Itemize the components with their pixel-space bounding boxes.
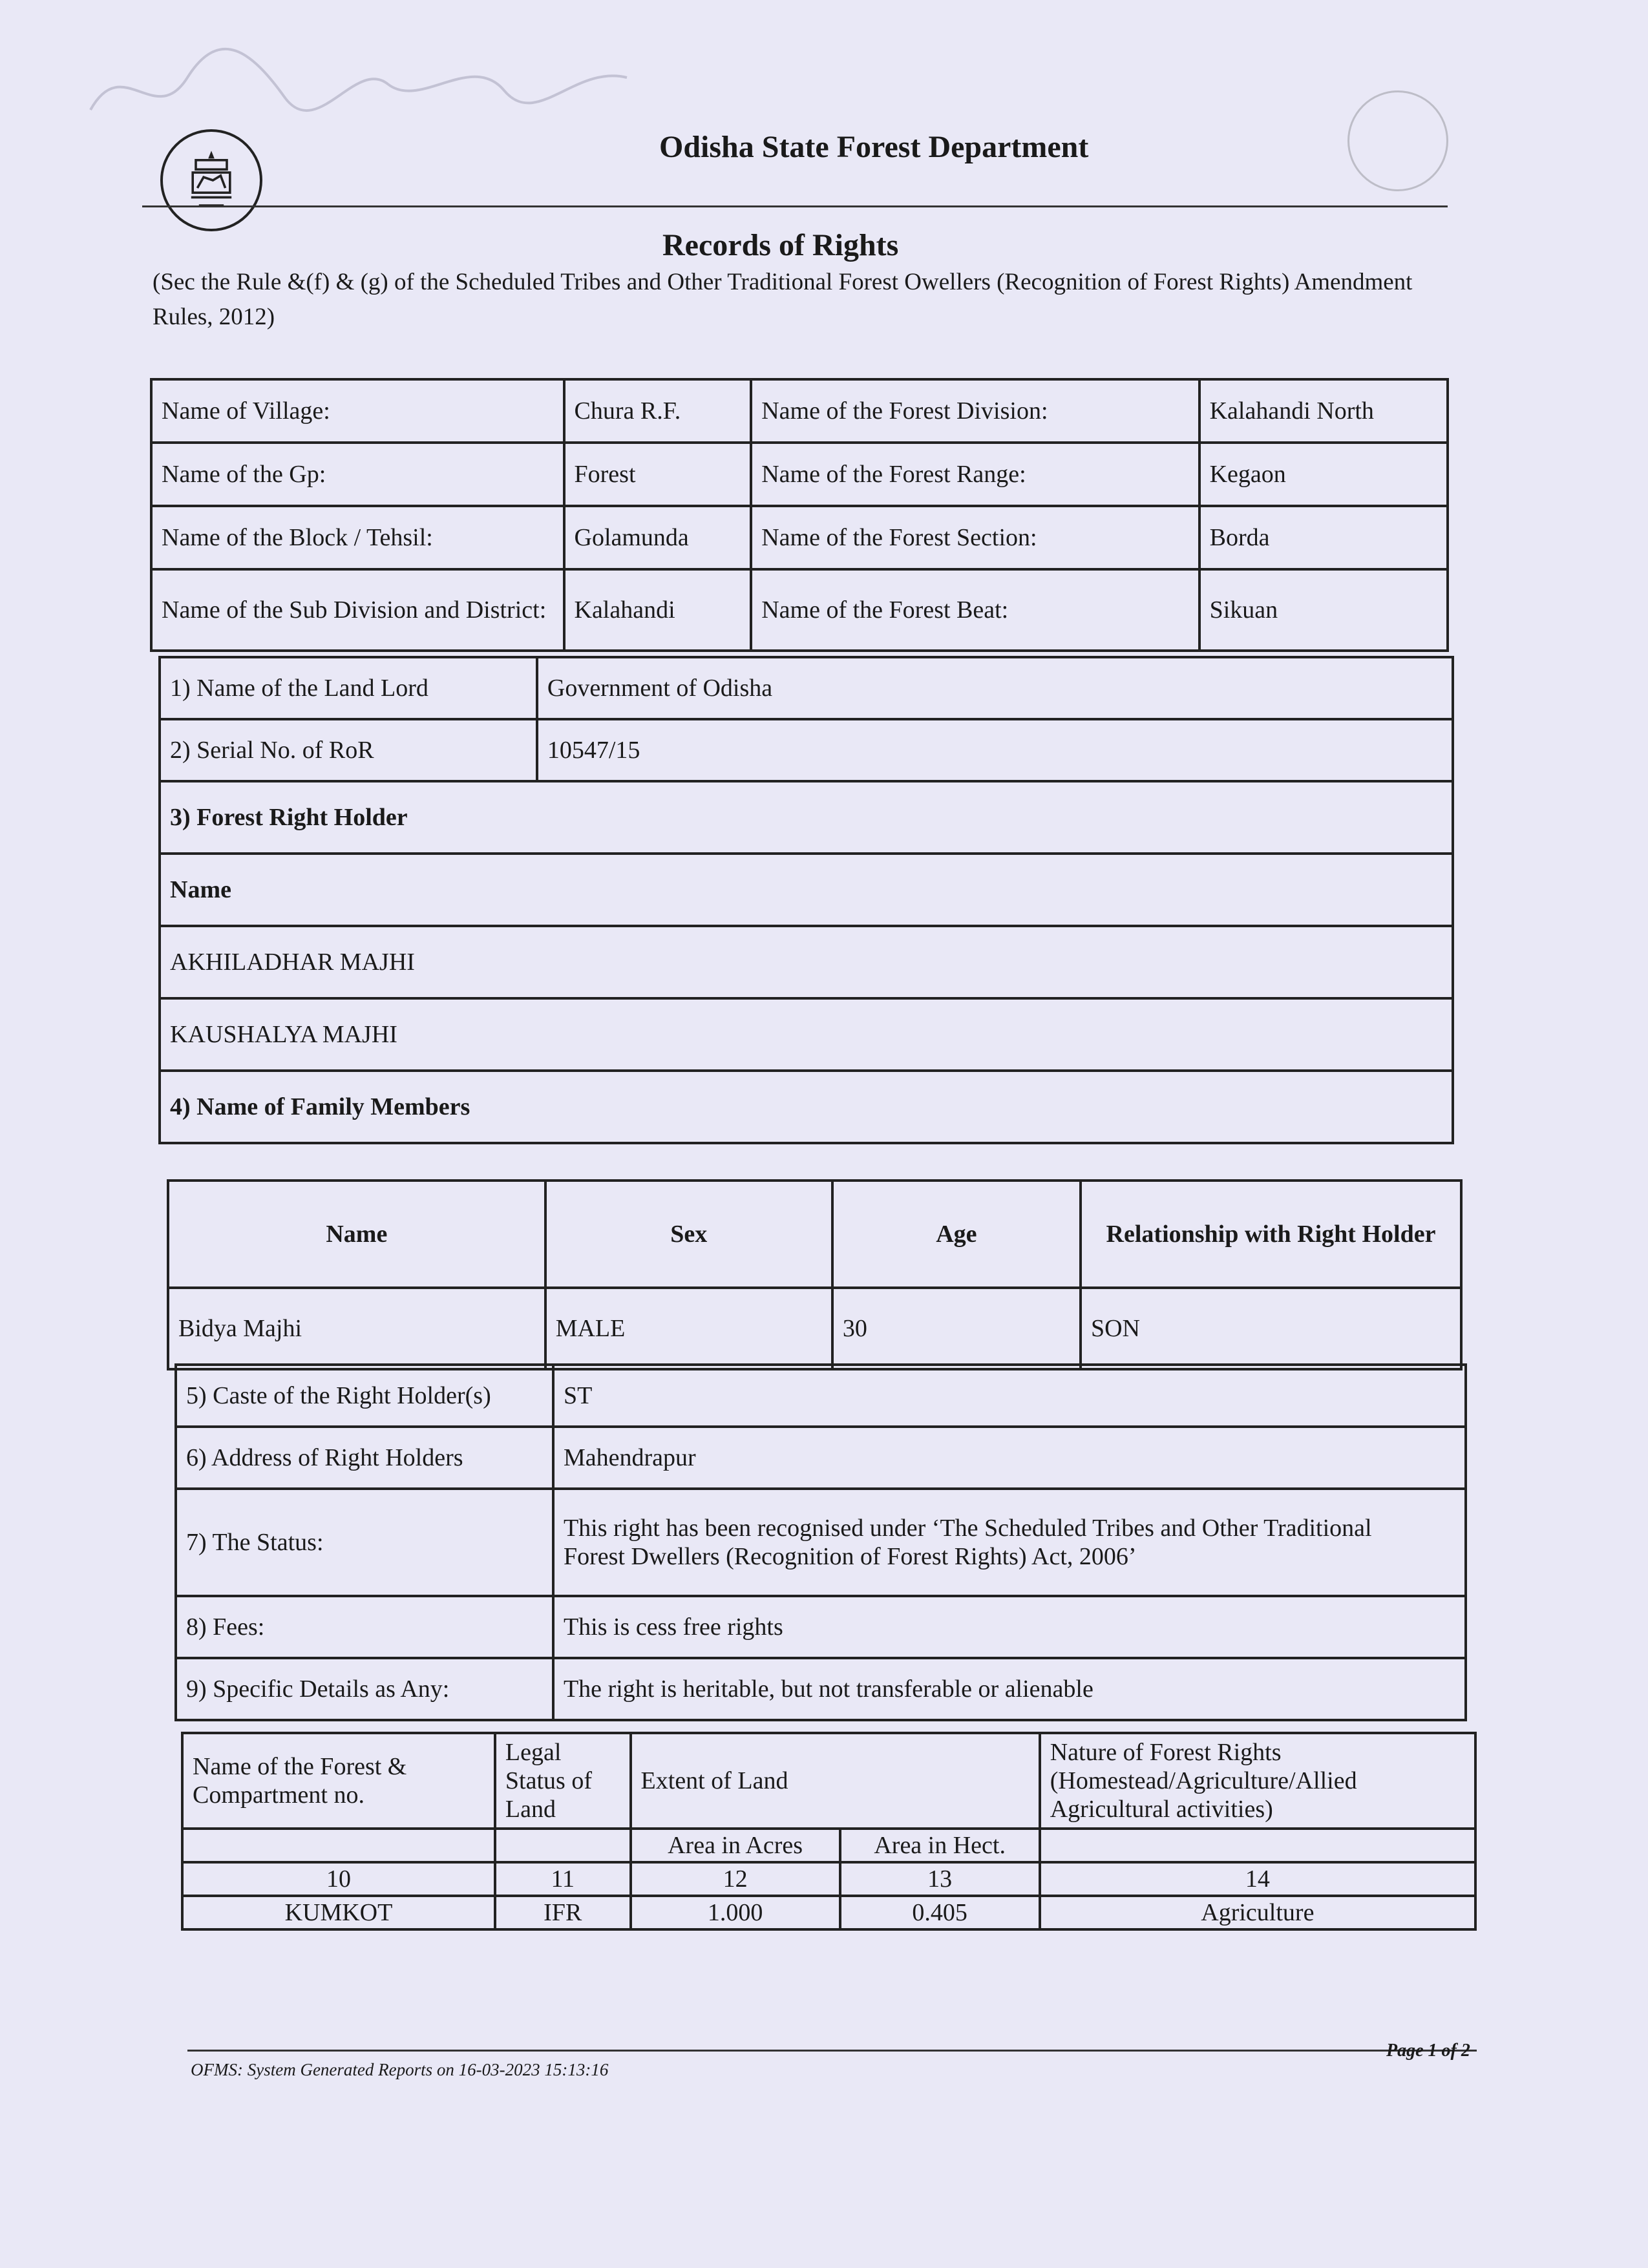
- name-column-header: Name: [168, 1181, 545, 1288]
- status-line-1: This right has been recognised under ‘The Scheduled Tribes and Other Traditional: [563, 1515, 1372, 1542]
- table-row: [160, 781, 1453, 854]
- acres-value: 1.000: [631, 1896, 840, 1929]
- caste-label: 5) Caste of the Right Holder(s): [176, 1365, 553, 1427]
- caste-value: ST: [553, 1365, 1466, 1427]
- acres-subheader: Area in Acres: [631, 1829, 840, 1862]
- table-row: [176, 1596, 1466, 1658]
- table-row: [160, 926, 1453, 998]
- fees-label: 8) Fees:: [176, 1596, 553, 1658]
- age-column-header: Age: [832, 1181, 1081, 1288]
- name-heading: Name: [160, 854, 1453, 926]
- rule-reference: (Sec the Rule &(f) & (g) of the Scheduled Tribes and Other Traditional Forest Owellers (Recognition of Forest Rights) Amendment Rules, 2012): [153, 269, 1413, 330]
- table-header-row: [182, 1733, 1475, 1829]
- gp-label: Name of the Gp:: [151, 443, 564, 506]
- footer-divider: [187, 2050, 1477, 2052]
- status-value: [553, 1489, 1466, 1596]
- column-number: 12: [631, 1862, 840, 1896]
- column-number: 14: [1040, 1862, 1475, 1896]
- table-row: [151, 379, 1448, 443]
- table-row: [182, 1896, 1475, 1929]
- forest-division-value: Kalahandi North: [1199, 379, 1448, 443]
- holder-name: KAUSHALYA MAJHI: [160, 998, 1453, 1071]
- table-row: [160, 1071, 1453, 1143]
- block-value: Golamunda: [564, 506, 752, 569]
- fees-value: This is cess free rights: [553, 1596, 1466, 1658]
- faded-signature: [84, 39, 633, 136]
- table-row: [151, 569, 1448, 651]
- table-row: [176, 1658, 1466, 1720]
- block-label: Name of the Block / Tehsil:: [151, 506, 564, 569]
- address-label: 6) Address of Right Holders: [176, 1427, 553, 1489]
- holder-heading: 3) Forest Right Holder: [160, 781, 1453, 854]
- forest-section-value: Borda: [1199, 506, 1448, 569]
- forest-section-label: Name of the Forest Section:: [751, 506, 1199, 569]
- table-subheader-row: [182, 1829, 1475, 1862]
- table-row: [160, 854, 1453, 926]
- forest-range-value: Kegaon: [1199, 443, 1448, 506]
- table-row: [176, 1365, 1466, 1427]
- table-row: [160, 719, 1453, 781]
- table-row: [176, 1489, 1466, 1596]
- table-row: [151, 443, 1448, 506]
- specific-label: 9) Specific Details as Any:: [176, 1658, 553, 1720]
- member-sex: MALE: [545, 1288, 832, 1369]
- legal-status-value: IFR: [495, 1896, 631, 1929]
- table-row: [176, 1427, 1466, 1489]
- family-table: [167, 1179, 1463, 1370]
- department-title: Odisha State Forest Department: [659, 130, 1089, 164]
- empty-cell: [1040, 1829, 1475, 1862]
- extent-header: Extent of Land: [631, 1733, 1040, 1829]
- family-heading: 4) Name of Family Members: [160, 1071, 1453, 1143]
- page-number: Page 1 of 2: [1386, 2041, 1470, 2061]
- forest-division-label: Name of the Forest Division:: [751, 379, 1199, 443]
- record-table: [158, 656, 1454, 1144]
- land-lord-value: Government of Odisha: [537, 657, 1453, 719]
- nature-header: Nature of Forest Rights (Homestead/Agriculture/Allied Agricultural activities): [1040, 1733, 1475, 1829]
- location-table: [150, 378, 1449, 652]
- forest-beat-value: Sikuan: [1199, 569, 1448, 651]
- village-value: Chura R.F.: [564, 379, 752, 443]
- table-row: [151, 506, 1448, 569]
- details-table: [174, 1363, 1467, 1721]
- forest-beat-label: Name of the Forest Beat:: [751, 569, 1199, 651]
- column-number: 13: [840, 1862, 1040, 1896]
- table-row: [160, 998, 1453, 1071]
- status-label: 7) The Status:: [176, 1489, 553, 1596]
- address-value: Mahendrapur: [553, 1427, 1466, 1489]
- status-line-2: Forest Dwellers (Recognition of Forest Rights) Act, 2006’: [563, 1543, 1137, 1570]
- land-table: [181, 1732, 1477, 1931]
- faded-seal-icon: [1347, 90, 1448, 191]
- member-relationship: SON: [1081, 1288, 1461, 1369]
- subdivision-value: Kalahandi: [564, 569, 752, 651]
- column-number-row: [182, 1862, 1475, 1896]
- serial-label: 2) Serial No. of RoR: [160, 719, 537, 781]
- forest-name-value: KUMKOT: [182, 1896, 495, 1929]
- empty-cell: [182, 1829, 495, 1862]
- member-age: 30: [832, 1288, 1081, 1369]
- legal-status-header: Legal Status of Land: [495, 1733, 631, 1829]
- land-lord-label: 1) Name of the Land Lord: [160, 657, 537, 719]
- forest-compartment-header: Name of the Forest & Compartment no.: [182, 1733, 495, 1829]
- column-number: 11: [495, 1862, 631, 1896]
- table-row: [168, 1288, 1461, 1369]
- specific-value: The right is heritable, but not transferable or alienable: [553, 1658, 1466, 1720]
- table-row: [160, 657, 1453, 719]
- village-label: Name of Village:: [151, 379, 564, 443]
- member-name: Bidya Majhi: [168, 1288, 545, 1369]
- serial-value: 10547/15: [537, 719, 1453, 781]
- header-divider: [142, 205, 1448, 207]
- empty-cell: [495, 1829, 631, 1862]
- gp-value: Forest: [564, 443, 752, 506]
- hect-subheader: Area in Hect.: [840, 1829, 1040, 1862]
- nature-value: Agriculture: [1040, 1896, 1475, 1929]
- hect-value: 0.405: [840, 1896, 1040, 1929]
- forest-range-label: Name of the Forest Range:: [751, 443, 1199, 506]
- generated-timestamp: OFMS: System Generated Reports on 16-03-2023 15:13:16: [191, 2060, 609, 2079]
- relationship-column-header: Relationship with Right Holder: [1081, 1181, 1461, 1288]
- page-title: Records of Rights: [662, 228, 899, 262]
- sex-column-header: Sex: [545, 1181, 832, 1288]
- subdivision-label: Name of the Sub Division and District:: [151, 569, 564, 651]
- state-emblem-icon: [160, 129, 262, 231]
- table-header-row: [168, 1181, 1461, 1288]
- column-number: 10: [182, 1862, 495, 1896]
- holder-name: AKHILADHAR MAJHI: [160, 926, 1453, 998]
